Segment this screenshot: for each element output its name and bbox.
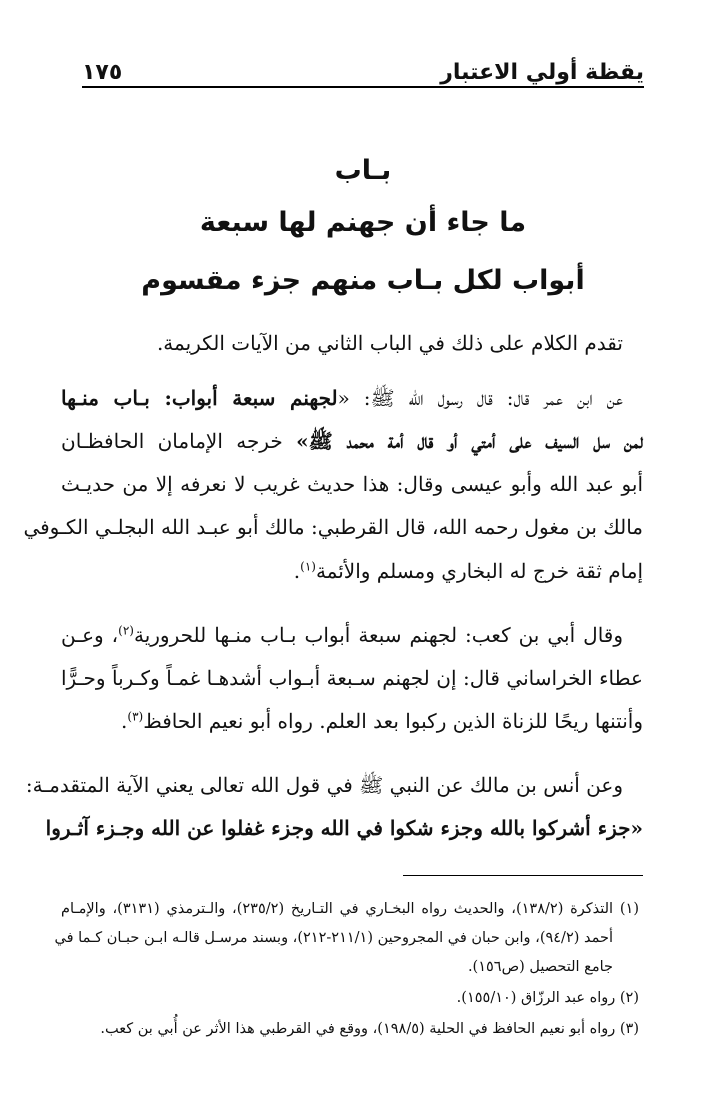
paragraph-1 xyxy=(41,328,623,358)
footnote-2-text: (٢) رواه عبد الرزّاق (١٥٥/١٠). xyxy=(456,990,639,1006)
footnote-ref-3[interactable]: (٣) xyxy=(127,709,144,724)
p4-l2-text: «جزء أشركوا بالله وجزء شكوا في الله وجزء غفلوا عن الله وجـزء آثـروا xyxy=(45,816,643,840)
paragraph-3-line-2 xyxy=(61,663,643,693)
p3-l2-text: عطاء الخراساني قال: إن لجهنم سـبعة أبـواب أشدهـا غمـاً وكـرباً وحـرًّا xyxy=(61,666,643,690)
chapter-title-line-1: ما جاء أن جهنم لها سبعة xyxy=(199,207,527,238)
p2-l5-text: إمام ثقة خرج له البخاري ومسلم والأئمة xyxy=(315,559,643,583)
p4-l1-text: وعن أنس بن مالك عن النبي ﷺ في قول الله تعالى يعني الآية المتقدمـة: xyxy=(25,773,623,797)
p3-l3-text: وأنتنها ريحًا للزناة الذين ركبوا بعد العلم. رواه أبو نعيم الحافظ xyxy=(143,709,643,733)
paragraph-3-line-3: وأنتنها ريحًا للزناة الذين ركبوا بعد العلم. رواه أبو نعيم الحافظ$^{(٣)}$. xyxy=(121,709,643,733)
p2-l1-hadith: لجهنم سبعة أبواب: بـاب منـها xyxy=(61,386,338,410)
footnote-ref-2[interactable]: (٢) xyxy=(118,623,134,638)
page-number: ١٧٥ xyxy=(82,60,123,85)
footnote-ref-1[interactable]: (١) xyxy=(300,559,316,574)
footnote-2 xyxy=(57,986,639,1010)
p2-l4-text: مالك بن مغول رحمه الله، قال القرطبي: مالك أبو عبـد الله البجلـي الكـوفي xyxy=(23,515,643,539)
chapter-title-line-2: أبواب لكل بـاب منهم جزء مقسوم xyxy=(141,265,585,296)
paragraph-1-text: تقدم الكلام على ذلك في الباب الثاني من الآيات الكريمة. xyxy=(156,331,623,355)
p2-l2-text: خرجه الإمامان الحافظـان xyxy=(61,429,297,453)
footnote-1-text-3: جامع التحصيل (ص١٥٦). xyxy=(467,959,613,975)
footnote-1-line-3 xyxy=(31,955,613,979)
footnote-1-text-2: أحمد (٩٤/٢)، وابن حبان في المجروحين (٢١١/١-٢١٢)، وبسند مرسـل قالـه ابـن حبـان كـما في xyxy=(54,930,613,946)
p2-l2-hadith: لمن سل السيف على أمتي أو قال أمة محمد ﷺ» xyxy=(296,429,643,453)
footnote-1-line-1 xyxy=(61,897,639,921)
p3-l1-text-b: ، وعـن xyxy=(61,623,119,647)
footnote-1-text-1: (١) التذكرة (١٣٨/٢)، والحديث رواه البخـاري في التـاريخ (٢٣٥/٢)، والـترمذي (٣١٣١)، والإمـام xyxy=(61,901,639,917)
paragraph-2-line-2 xyxy=(61,426,643,456)
paragraph-4-line-2 xyxy=(45,813,643,843)
p3-l1-text-a: وقال أبي بن كعب: لجهنم سبعة أبواب بـاب منـها للحرورية xyxy=(133,623,624,647)
p2-l3-text: أبو عبد الله وأبو عيسى وقال: هذا حديث غريب لا نعرفه إلا من حديـث xyxy=(61,472,643,496)
footnote-1-line-2 xyxy=(54,926,613,950)
chapter-label: بـاب xyxy=(334,155,392,186)
paragraph-3-line-1 xyxy=(61,620,623,650)
footnote-divider xyxy=(403,875,643,876)
paragraph-2-line-5: إمام ثقة خرج له البخاري ومسلم والأئمة$^{(١)}$. xyxy=(293,559,643,583)
book-title: يقظة أولي الاعتبار xyxy=(440,60,644,85)
p2-l1-intro: عن ابن عمر قال: قال رسول الله ﷺ: « xyxy=(337,386,623,410)
paragraph-2-line-4 xyxy=(23,512,643,542)
footnote-3-text: (٣) رواه أبو نعيم الحافظ في الحلية (١٩٨/٥)، ووقع في القرطبي هذا الأثر عن أُبي بن كعب. xyxy=(100,1021,639,1037)
paragraph-4-line-1 xyxy=(25,770,623,800)
footnote-3 xyxy=(57,1017,639,1041)
paragraph-2-line-3 xyxy=(61,469,643,499)
paragraph-2-line-1 xyxy=(61,383,623,413)
header-divider xyxy=(82,86,644,88)
